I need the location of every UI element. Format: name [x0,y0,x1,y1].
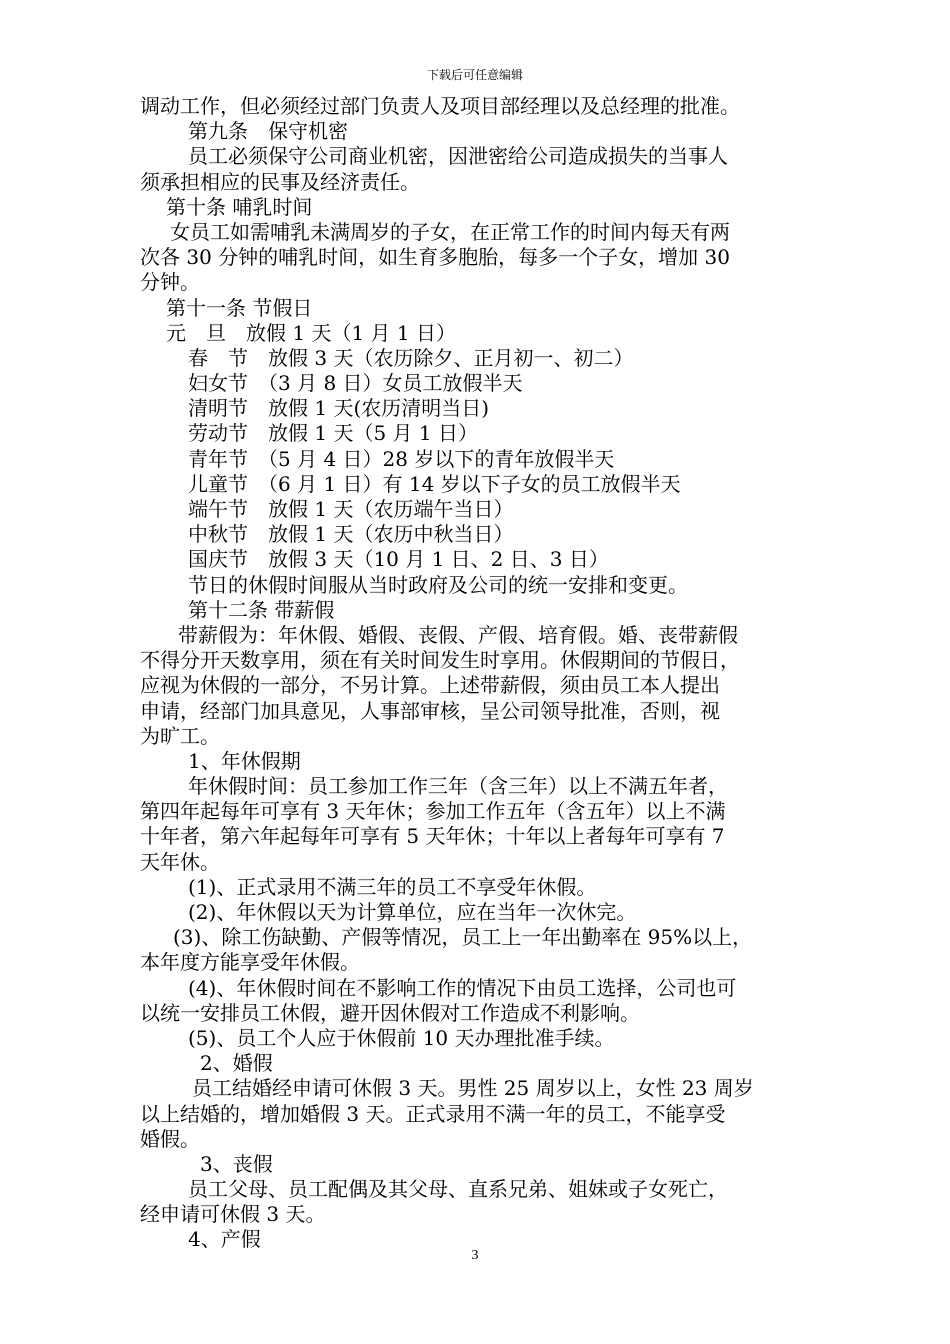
section-heading: 4、产假 [188,1227,261,1252]
text-line: 以上结婚的，增加婚假 3 天。正式录用不满一年的员工，不能享受 [140,1101,726,1126]
text-line: 须承担相应的民事及经济责任。 [140,169,420,194]
text-line: 节日的休假时间服从当时政府及公司的统一安排和变更。 [188,572,688,597]
list-item: (1)、正式录用不满三年的员工不享受年休假。 [188,874,597,899]
holiday-item: 青年节 （5 月 4 日）28 岁以下的青年放假半天 [188,446,615,471]
text-line: 婚假。 [140,1126,200,1151]
article-heading: 第十一条 节假日 [166,295,313,320]
article-heading: 第十二条 带薪假 [188,597,335,622]
text-line: 年休假时间：员工参加工作三年（含三年）以上不满五年者， [188,774,728,799]
text-line: 次各 30 分钟的哺乳时间，如生育多胞胎，每多一个子女，增加 30 [140,245,730,270]
holiday-item: 妇女节 （3 月 8 日）女员工放假半天 [188,371,523,396]
holiday-item: 国庆节 放假 3 天（10 月 1 日、2 日、3 日） [188,547,609,572]
holiday-item: 春 节 放假 3 天（农历除夕、正月初一、初二） [188,345,634,370]
text-line: 应视为休假的一部分，不另计算。上述带薪假，须由员工本人提出 [140,673,720,698]
text-line: 分钟。 [140,270,200,295]
holiday-item: 端午节 放假 1 天（农历端午当日） [188,497,514,521]
document-body [140,94,820,1253]
holiday-item: 中秋节 放假 1 天（农历中秋当日） [188,522,514,547]
text-line: 本年度方能享受年休假。 [140,950,360,975]
article-heading: 第九条 保守机密 [188,119,348,144]
holiday-item: 元 旦 放假 1 天（1 月 1 日） [166,320,456,345]
text-line: 申请，经部门加具意见，人事部审核，呈公司领导批准，否则，视 [140,698,720,723]
holiday-item: 儿童节 （6 月 1 日）有 14 岁以下子女的员工放假半天 [188,471,681,496]
text-line: 为旷工。 [140,723,220,748]
section-heading: 2、婚假 [200,1051,273,1076]
text-line: 不得分开天数享用，须在有关时间发生时享用。休假期间的节假日， [140,648,740,673]
list-item: (5)、员工个人应于休假前 10 天办理批准手续。 [188,1025,615,1050]
page-header: 下载后可任意编辑 [426,68,523,82]
text-line: 以统一安排员工休假，避开因休假对工作造成不利影响。 [140,1000,640,1025]
text-line: 调动工作，但必须经过部门负责人及项目部经理以及总经理的批准。 [140,94,740,118]
section-heading: 1、年休假期 [188,748,301,773]
text-line: 员工结婚经申请可休假 3 天。男性 25 周岁以上，女性 23 周岁 [192,1076,754,1101]
text-line: 第四年起每年可享有 3 天年休；参加工作五年（含五年）以上不满 [140,799,726,824]
page-number: 3 [471,1248,479,1263]
holiday-item: 清明节 放假 1 天(农历清明当日) [188,396,490,421]
text-line: 十年者，第六年起每年可享有 5 天年休；十年以上者每年可享有 7 [140,824,725,849]
text-line: 天年休。 [140,849,220,874]
article-heading: 第十条 哺乳时间 [166,194,313,219]
text-line: 女员工如需哺乳未满周岁的子女，在正常工作的时间内每天有两 [170,219,730,244]
text-line: 经申请可休假 3 天。 [140,1202,326,1227]
list-item: (2)、年休假以天为计算单位，应在当年一次休完。 [188,900,637,924]
list-item: (3)、除工伤缺勤、产假等情况，员工上一年出勤率在 95%以上， [173,925,753,950]
text-line: 员工必须保守公司商业机密，因泄密给公司造成损失的当事人 [188,144,728,169]
list-item: (4)、年休假时间在不影响工作的情况下由员工选择，公司也可 [188,975,737,1000]
text-line: 员工父母、员工配偶及其父母、直系兄弟、姐妹或子女死亡， [188,1177,728,1202]
text-line: 带薪假为：年休假、婚假、丧假、产假、培育假。婚、丧带薪假 [178,622,738,647]
section-heading: 3、丧假 [200,1151,273,1176]
holiday-item: 劳动节 放假 1 天（5 月 1 日） [188,421,478,446]
